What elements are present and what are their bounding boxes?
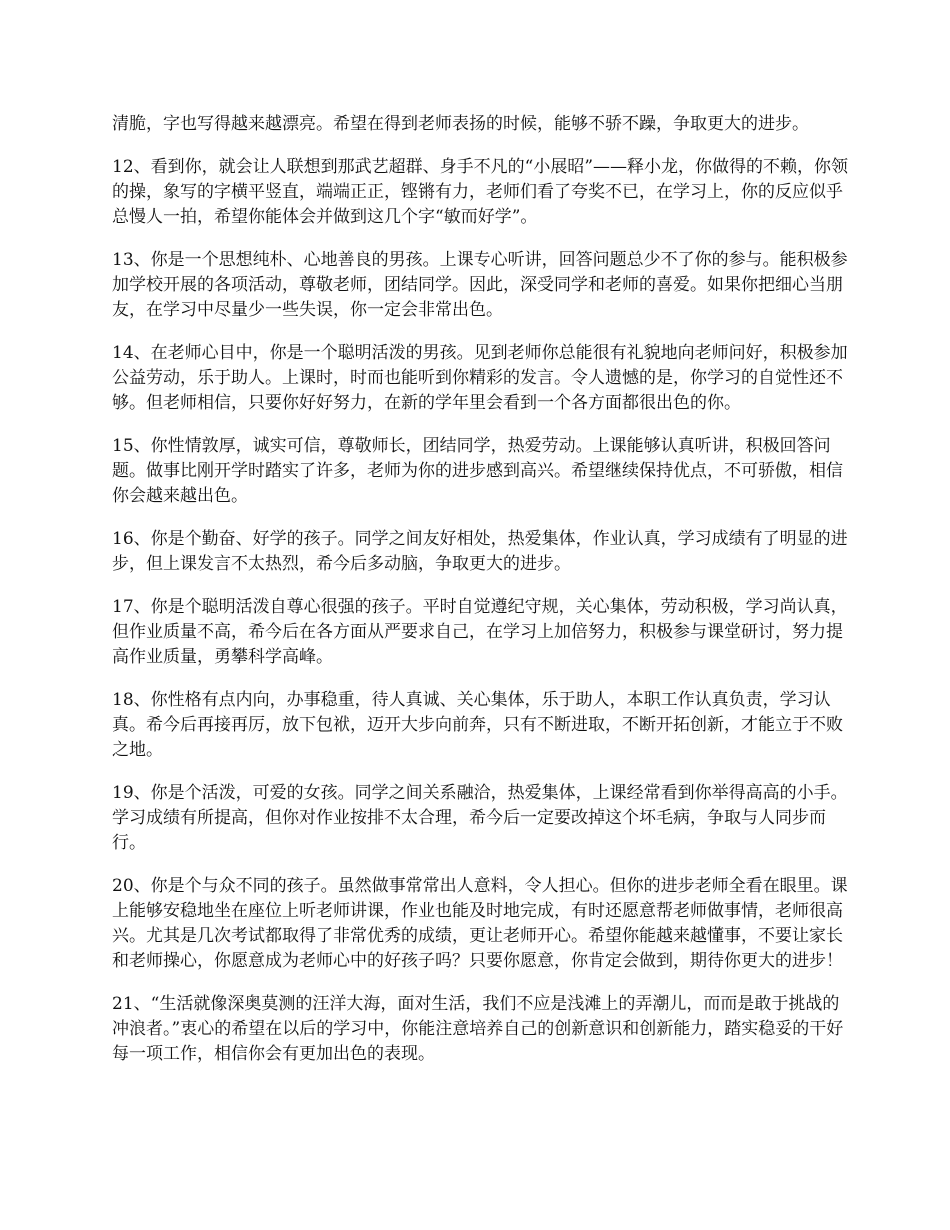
- paragraph-19: 19、你是个活泼，可爱的女孩。同学之间关系融洽，热爱集体，上课经常看到你举得高高的小手。学习成绩有所提高，但你对作业按排不太合理，希今后一定要改掉这个坏毛病，争取与人同步而行。: [112, 783, 848, 853]
- paragraph-12: 12、看到你，就会让人联想到那武艺超群、身手不凡的“小展昭”——释小龙，你做得的不赖，你领的操，象写的字横平竖直，端端正正，铿锵有力，老师们看了夸奖不已，在学习上，你的反应似乎总慢人一拍，希望你能体会并做到这几个字“敏而好学”。: [112, 157, 849, 227]
- paragraph-21: 21、“生活就像深奥莫测的汪洋大海，面对生活，我们不应是浅滩上的弄潮儿，而而是敢于挑战的冲浪者。”衷心的希望在以后的学习中，你能注意培养自己的创新意识和创新能力，踏实稳妥的干好每一项工作，相信你会有更加出色的表现。: [112, 994, 844, 1064]
- paragraph-continuation: 清脆，字也写得越来越漂亮。希望在得到老师表扬的时候，能够不骄不躁，争取更大的进步。: [112, 114, 809, 134]
- paragraph-16: 16、你是个勤奋、好学的孩子。同学之间友好相处，热爱集体，作业认真，学习成绩有了明显的进步，但上课发言不太热烈，希今后多动脑，争取更大的进步。: [112, 529, 848, 574]
- paragraph-13: 13、你是一个思想纯朴、心地善良的男孩。上课专心听讲，回答问题总少不了你的参与。能积极参加学校开展的各项活动，尊敬老师，团结同学。因此，深受同学和老师的喜爱。如果你把细心当朋友，在学习中尽量少一些失误，你一定会非常出色。: [112, 250, 848, 320]
- paragraph-15: 15、你性情敦厚，诚实可信，尊敬师长，团结同学，热爱劳动。上课能够认真听讲，积极回答问题。做事比刚开学时踏实了许多，老师为你的进步感到高兴。希望继续保持优点，不可骄傲，相信你会越来越出色。: [112, 436, 843, 506]
- paragraph-18: 18、你性格有点内向，办事稳重，待人真诚、关心集体，乐于助人，本职工作认真负责，学习认真。希今后再接再厉，放下包袱，迈开大步向前奔，只有不断进取，不断开拓创新，才能立于不败之地。: [112, 690, 843, 760]
- paragraph-20: 20、你是个与众不同的孩子。虽然做事常常出人意料，令人担心。但你的进步老师全看在眼里。课上能够安稳地坐在座位上听老师讲课，作业也能及时地完成，有时还愿意帮老师做事情，老师很高兴。尤其是几次考试都取得了非常优秀的成绩，更让老师开心。希望你能越来越懂事，不要让家长和老师操心，你愿意成为老师心中的好孩子吗？只要你愿意，你肯定会做到，期待你更大的进步！: [112, 876, 848, 971]
- paragraph-14: 14、在老师心目中，你是一个聪明活泼的男孩。见到老师你总能很有礼貌地向老师问好，积极参加公益劳动，乐于助人。上课时，时而也能听到你精彩的发言。令人遗憾的是，你学习的自觉性还不够。但老师相信，只要你好好努力，在新的学年里会看到一个各方面都很出色的你。: [112, 343, 848, 413]
- paragraph-17: 17、你是个聪明活泼自尊心很强的孩子。平时自觉遵纪守规，关心集体，劳动积极，学习尚认真，但作业质量不高，希今后在各方面从严要求自己，在学习上加倍努力，积极参与课堂研讨，努力提高作业质量，勇攀科学高峰。: [112, 597, 848, 667]
